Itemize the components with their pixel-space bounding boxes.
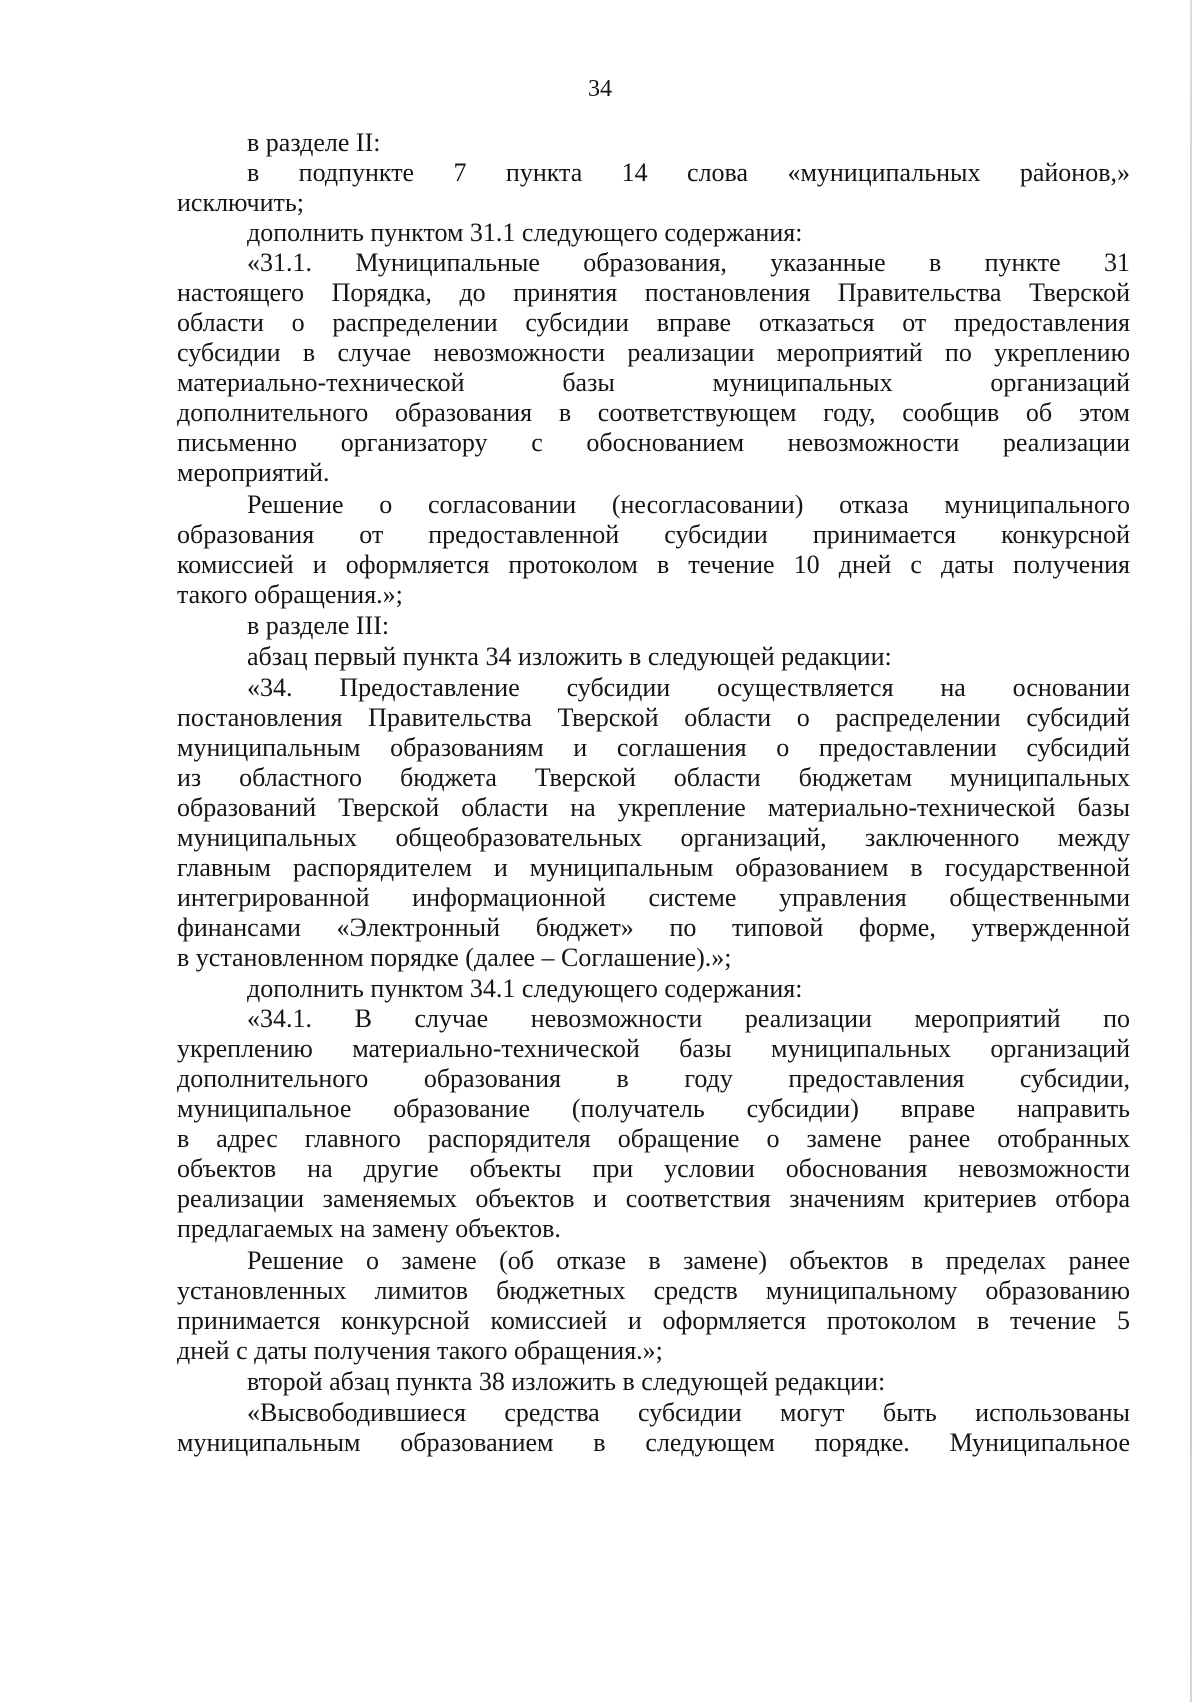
text-line: принимается конкурсной комиссией и оформляется протоколом в течение 5 <box>177 1306 1130 1335</box>
text-line: из областного бюджета Тверской области бюджетам муниципальных <box>177 763 1130 792</box>
text-line: образования от предоставленной субсидии принимается конкурсной <box>177 520 1130 549</box>
text-line: финансами «Электронный бюджет» по типовой форме, утвержденной <box>177 913 1130 942</box>
text-line: муниципальное образование (получатель субсидии) вправе направить <box>177 1094 1130 1123</box>
text-line: постановления Правительства Тверской области о распределении субсидий <box>177 703 1130 732</box>
page-number: 34 <box>588 76 612 102</box>
text-line: реализации заменяемых объектов и соответствия значениям критериев отбора <box>177 1184 1130 1213</box>
text-line: предлагаемых на замену объектов. <box>177 1214 561 1243</box>
text-line: второй абзац пункта 38 изложить в следующей редакции: <box>247 1367 886 1396</box>
text-line: «34. Предоставление субсидии осуществляется на основании <box>247 673 1130 702</box>
text-line: абзац первый пункта 34 изложить в следующей редакции: <box>247 642 892 671</box>
text-line: письменно организатору с обоснованием невозможности реализации <box>177 428 1130 457</box>
text-line: мероприятий. <box>177 458 330 487</box>
text-line: «34.1. В случае невозможности реализации мероприятий по <box>247 1004 1130 1033</box>
text-line: области о распределении субсидии вправе отказаться от предоставления <box>177 308 1130 337</box>
text-line: «31.1. Муниципальные образования, указанные в пункте 31 <box>247 248 1130 277</box>
text-line: в установленном порядке (далее – Соглашение).»; <box>177 943 732 972</box>
text-line: дополнительного образования в соответствующем году, сообщив об этом <box>177 398 1130 427</box>
text-line: интегрированной информационной системе управления общественными <box>177 883 1130 912</box>
text-line: Решение о согласовании (несогласовании) отказа муниципального <box>247 490 1130 519</box>
text-line: исключить; <box>177 188 304 217</box>
text-line: укреплению материально-технической базы муниципальных организаций <box>177 1034 1130 1063</box>
text-line: муниципальным образованием в следующем порядке. Муниципальное <box>177 1428 1130 1457</box>
text-line: «Высвободившиеся средства субсидии могут быть использованы <box>247 1398 1130 1427</box>
text-line: Решение о замене (об отказе в замене) объектов в пределах ранее <box>247 1246 1130 1275</box>
text-line: образований Тверской области на укрепление материально-технической базы <box>177 793 1130 822</box>
text-line: дополнить пунктом 34.1 следующего содержания: <box>247 974 803 1003</box>
text-line: дней с даты получения такого обращения.»; <box>177 1336 663 1365</box>
text-line: в подпункте 7 пункта 14 слова «муниципальных районов,» <box>247 158 1130 187</box>
text-line: такого обращения.»; <box>177 580 403 609</box>
text-line: материально-технической базы муниципальных организаций <box>177 368 1130 397</box>
text-line: установленных лимитов бюджетных средств муниципальному образованию <box>177 1276 1130 1305</box>
text-line: муниципальных общеобразовательных организаций, заключенного между <box>177 823 1130 852</box>
text-line: дополнить пунктом 31.1 следующего содержания: <box>247 218 803 247</box>
scan-edge-line <box>1190 0 1192 1702</box>
text-line: дополнительного образования в году предоставления субсидии, <box>177 1064 1130 1093</box>
text-line: настоящего Порядка, до принятия постановления Правительства Тверской <box>177 278 1130 307</box>
text-line: главным распорядителем и муниципальным образованием в государственной <box>177 853 1130 882</box>
text-line: в разделе II: <box>247 128 381 157</box>
text-line: комиссией и оформляется протоколом в течение 10 дней с даты получения <box>177 550 1130 579</box>
text-line: муниципальным образованиям и соглашения о предоставлении субсидий <box>177 733 1130 762</box>
text-line: в адрес главного распорядителя обращение о замене ранее отобранных <box>177 1124 1130 1153</box>
text-line: объектов на другие объекты при условии обоснования невозможности <box>177 1154 1130 1183</box>
text-line: в разделе III: <box>247 611 390 640</box>
text-line: субсидии в случае невозможности реализации мероприятий по укреплению <box>177 338 1130 367</box>
